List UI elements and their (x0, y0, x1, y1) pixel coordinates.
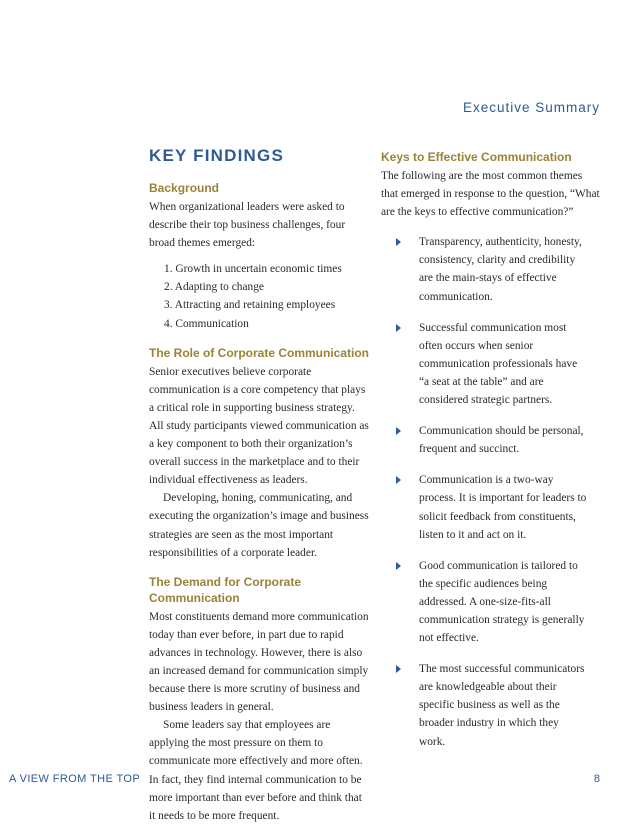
bullet-text: Communication is a two-way process. It is important for leaders to solicit feedback from constituents, listen to it and act on it. (419, 474, 587, 541)
list-item (381, 422, 601, 458)
section-label: Executive Summary (462, 100, 600, 115)
list-item (381, 660, 601, 750)
triangle-bullet-icon (396, 324, 401, 332)
list-item (381, 471, 601, 543)
background-intro: When organizational leaders were asked to describe their top business challenges, four broad themes emerged: (149, 201, 346, 250)
list-item: 4. Communication (164, 317, 249, 330)
list-item: 3. Attracting and retaining employees (164, 299, 336, 312)
role-heading: The Role of Corporate Communication (149, 345, 370, 360)
triangle-bullet-icon (396, 427, 401, 435)
left-column (149, 146, 371, 825)
bullet-text: Successful communication most often occurs when senior communication professionals have “a seat at the table” and are considered strategic partners. (419, 321, 578, 407)
list-item: 1. Growth in uncertain economic times (164, 263, 342, 276)
demand-paragraph-2: Some leaders say that employees are applying the most pressure on them to communicate more effectively and more often. In fact, they find internal communication to be more important than ever before and think that it needs to be more frequent. (149, 719, 363, 822)
demand-paragraph-1: Most constituents demand more communication today than ever before, in part due to rapid advances in technology. However, there is also an increased demand for communication simply because there is more scrutiny of business and business leaders in general. (149, 610, 369, 714)
right-column (381, 149, 601, 764)
background-heading: Background (149, 181, 220, 195)
role-paragraph-1: Senior executives believe corporate communication is a core competency that plays a critical role in supporting business strategy. All study participants viewed communication as a key component to both their organization’s overall success in the marketplace and to their individual effectiveness as leaders. (149, 365, 369, 487)
publication-title: A VIEW FROM THE TOP (9, 773, 141, 785)
triangle-bullet-icon (396, 476, 401, 484)
triangle-bullet-icon (396, 665, 401, 673)
role-paragraph-2: Developing, honing, communicating, and executing the organization’s image and business strategies are seen as the most important responsibilities of a corporate leader. (149, 492, 369, 559)
triangle-bullet-icon (396, 238, 401, 246)
bullet-text: Communication should be personal, frequent and succinct. (419, 425, 584, 456)
keys-heading: Keys to Effective Communication (381, 150, 572, 164)
key-findings-title: KEY FINDINGS (149, 146, 284, 165)
list-item (381, 557, 601, 647)
bullet-text: Good communication is tailored to the specific audiences being addressed. A one-size-fits-all communication strategy is generally not effective. (419, 559, 585, 645)
bullet-text: The most successful communicators are knowledgeable about their specific business as well as the broader industry in which they work. (419, 663, 585, 748)
demand-heading: The Demand for Corporate Communication (149, 574, 302, 605)
triangle-bullet-icon (396, 562, 401, 570)
keys-intro: The following are the most common themes that emerged in response to the question, “What are the keys to effective communication?” (381, 170, 600, 219)
bullet-text: Transparency, authenticity, honesty, consistency, clarity and credibility are the main-stays of effective communication. (419, 236, 582, 303)
page-number: 8 (593, 773, 600, 785)
list-item (381, 233, 601, 305)
list-item (381, 319, 601, 409)
themes-list (149, 260, 371, 332)
keys-list (381, 233, 601, 750)
list-item: 2. Adapting to change (164, 281, 264, 294)
